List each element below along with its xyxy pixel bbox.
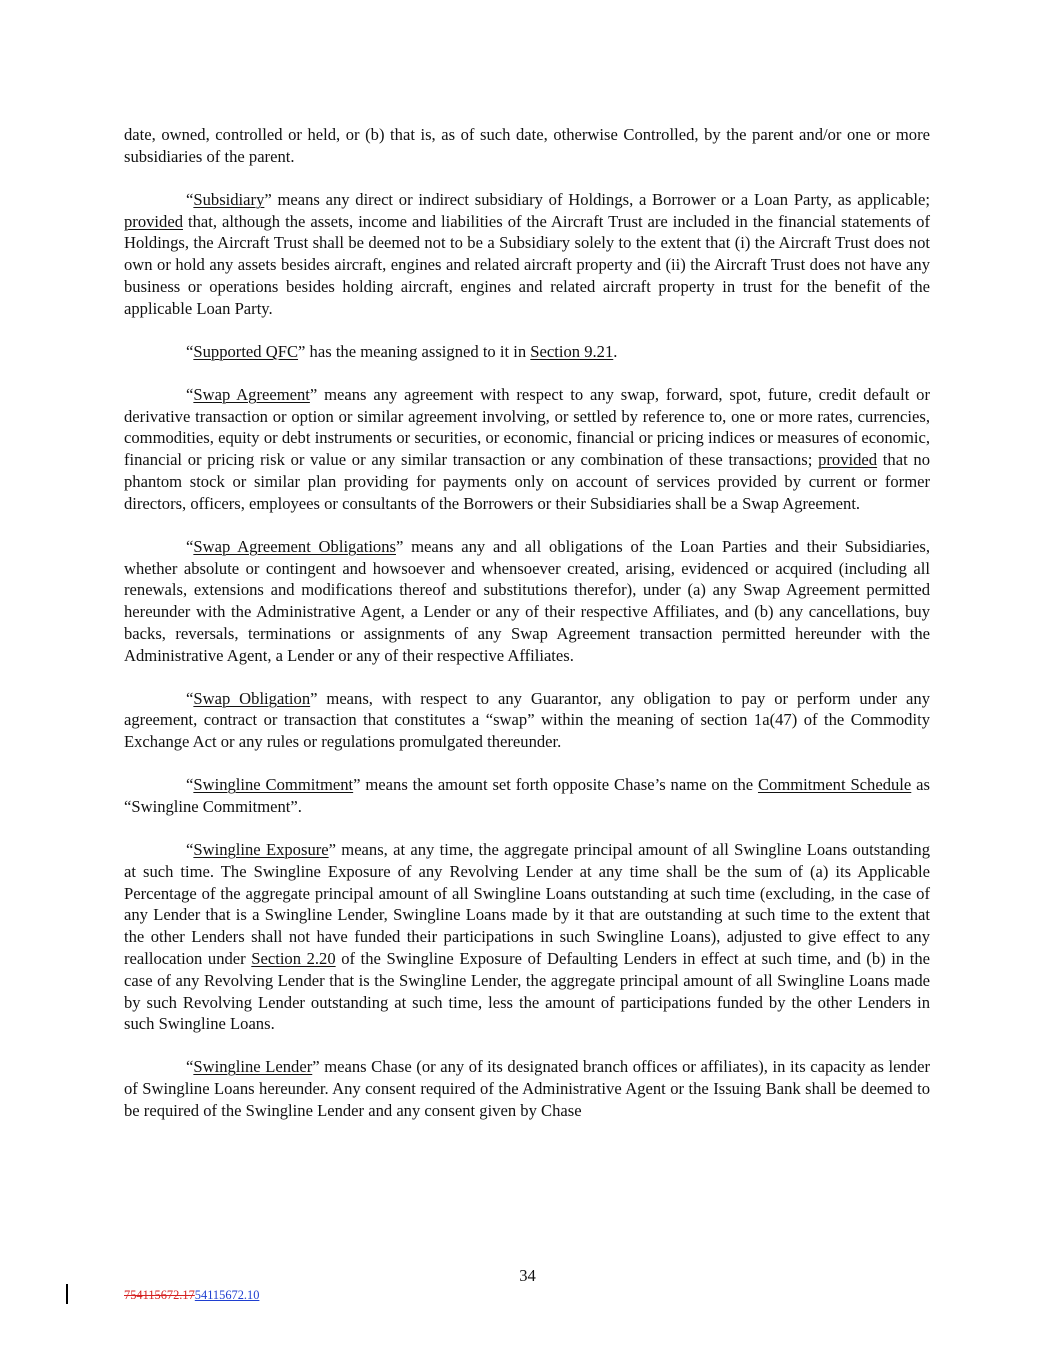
text-run: ” means the amount set forth opposite Chase’s name on the — [353, 775, 758, 795]
document-body — [124, 124, 930, 1143]
text-run: “ — [186, 775, 194, 795]
underlined-term: Swingline Exposure — [193, 840, 329, 860]
document-id — [124, 1288, 259, 1303]
underlined-term: Swingline Commitment — [193, 775, 354, 795]
inserted-document-id: 54115672.10 — [194, 1288, 260, 1302]
definition-paragraph — [124, 189, 930, 320]
definition-paragraph — [124, 124, 930, 168]
underlined-term: Swingline Lender — [193, 1057, 313, 1077]
text-run: “ — [186, 840, 194, 860]
text-run: “ — [186, 1057, 194, 1077]
underlined-term: Commitment Schedule — [757, 775, 912, 795]
underlined-term: Section 9.21 — [530, 341, 614, 361]
definition-paragraph — [124, 1056, 930, 1121]
text-run: . — [613, 341, 618, 361]
underlined-term: Swap Agreement — [193, 384, 310, 404]
definition-paragraph — [124, 839, 930, 1035]
text-run: ” means, with respect to any Guarantor, any obligation to pay or perform under any agreement, contract or transaction that constitutes a “swap” within the meaning of section 1a(47) of the Commodity Exchange Act or any rules or regulations promulgated thereunder. — [124, 688, 930, 752]
definition-paragraph — [124, 384, 930, 515]
text-run: ” means any agreement with respect to any swap, forward, spot, future, credit default or derivative transaction or option or similar agreement involving, or settled by reference to, one or more rates, currencies, commodities, equity or debt instruments or securities, or economic, financial or pricing indices or measures of economic, financial or pricing risk or value or any similar transaction or any combination of these transactions; — [124, 384, 930, 470]
text-run: ” means any direct or indirect subsidiary of Holdings, a Borrower or a Loan Party, as applicable; — [264, 189, 930, 209]
text-run: that, although the assets, income and liabilities of the Aircraft Trust are included in the financial statements of Holdings, the Aircraft Trust shall be deemed not to be a Subsidiary solely to the extent that (i) the Aircraft Trust does not own or hold any assets besides aircraft, engines and related aircraft property and (ii) the Aircraft Trust does not have any business or operations besides holding aircraft, engines and related aircraft property in trust for the benefit of the applicable Loan Party. — [124, 211, 930, 318]
definition-paragraph — [124, 688, 930, 753]
underlined-term: Swap Obligation — [193, 688, 311, 708]
underlined-term: Section 2.20 — [251, 949, 336, 969]
text-run: “ — [186, 189, 194, 209]
text-run: “ — [186, 688, 194, 708]
definition-paragraph — [124, 536, 930, 667]
text-run: ” means, at any time, the aggregate principal amount of all Swingline Loans outstanding at such time. The Swingline Exposure of any Revolving Lender at any time shall be the sum of (a) its Applicable Percentage of the aggregate principal amount of all Swingline Loans outstanding at such time (excluding, in the case of any Lender that is a Swingline Lender, Swingline Loans made by it that are outstanding at such time to the extent that the other Lenders shall not have funded their participations in such Swingline Loans), adjusted to give effect to any reallocation under — [124, 840, 930, 969]
text-run: “ — [186, 536, 194, 556]
definition-paragraph — [124, 774, 930, 818]
text-run: of the Swingline Exposure of Defaulting Lenders in effect at such time, and (b) in the case of any Revolving Lender that is the Swingline Lender, the aggregate principal amount of all Swingline Loans made by such Revolving Lender outstanding at such time, less the amount of participations funded by the other Lenders in such Swingline Loans. — [124, 949, 930, 1034]
text-run: ” means Chase (or any of its designated branch offices or affiliates), in its capacity as lender of Swingline Loans hereunder. Any consent required of the Administrative Agent or the Issuing Bank shall be deemed to be required of the Swingline Lender and any consent given by Chase — [124, 1057, 930, 1120]
text-run: as “Swingline Commitment”. — [124, 775, 930, 817]
revision-change-bar — [66, 1284, 68, 1304]
underlined-term: Subsidiary — [193, 189, 265, 209]
page-number: 34 — [519, 1266, 536, 1285]
text-run: date, owned, controlled or held, or (b) that is, as of such date, otherwise Controlled, by the parent and/or one or more subsidiaries of the parent. — [124, 125, 930, 166]
text-run: “ — [186, 384, 194, 404]
text-run: ” means any and all obligations of the Loan Parties and their Subsidiaries, whether absolute or contingent and howsoever and whensoever created, arising, evidenced or acquired (including all renewals, extensions and modifications thereof and substitutions therefor), under (a) any Swap Agreement permitted hereunder with the Administrative Agent, a Lender or any of their respective Affiliates, and (b) any cancellations, buy backs, reversals, terminations or assignments of any Swap Agreement transaction permitted hereunder with the Administrative Agent, a Lender or any of their respective Affiliates. — [124, 536, 931, 665]
underlined-term: provided — [124, 211, 183, 231]
text-run: ” has the meaning assigned to it in — [298, 341, 531, 361]
text-run: “ — [186, 341, 194, 361]
definition-paragraph — [124, 341, 930, 363]
underlined-term: provided — [818, 450, 878, 470]
underlined-term: Swap Agreement Obligations — [193, 536, 396, 556]
text-run: that no phantom stock or similar plan providing for payments only on account of services provided by current or former directors, officers, employees or consultants of the Borrowers or their Subsidiaries shall be a Swap Agreement. — [124, 450, 930, 513]
deleted-document-id: 754115672.17 — [124, 1288, 195, 1302]
underlined-term: Supported QFC — [193, 341, 299, 361]
